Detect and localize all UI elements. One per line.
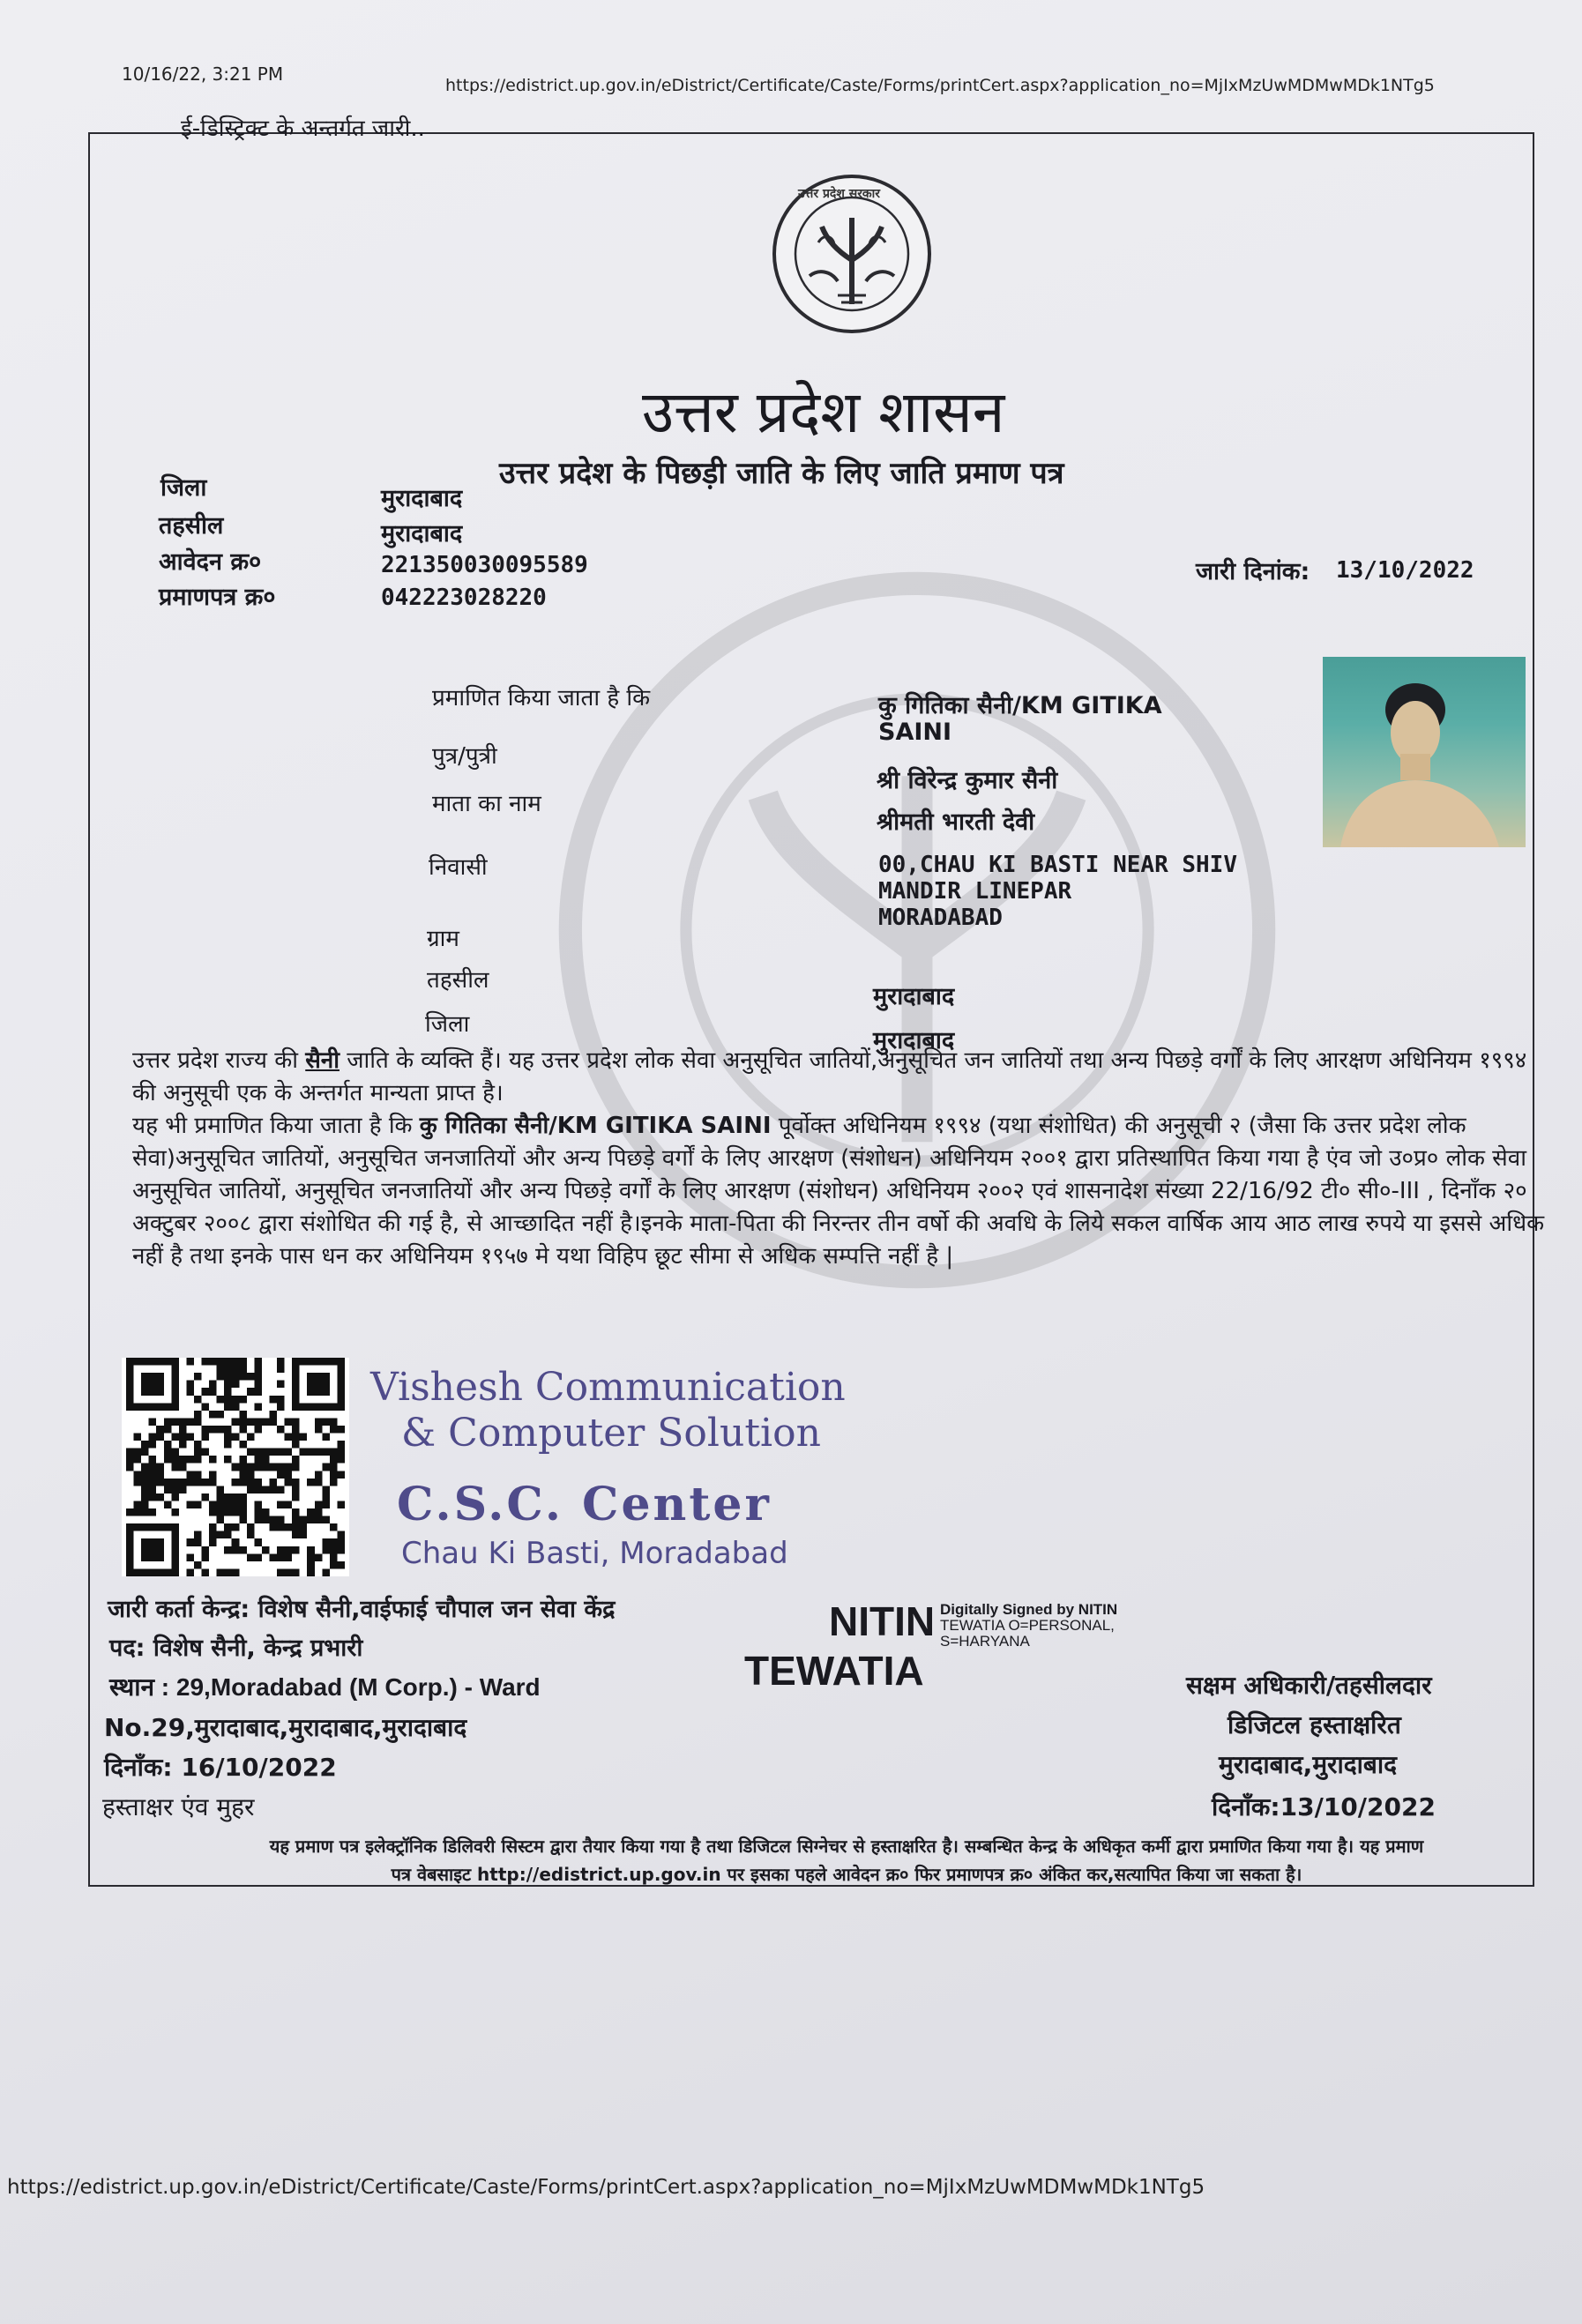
authority-date: दिनाँक:13/10/2022: [1212, 1792, 1436, 1821]
address-line3: MORADABAD: [878, 905, 1003, 931]
eligibility-paragraph-start: यह भी प्रमाणित किया जाता है कि: [132, 1113, 413, 1139]
issuer-post: पद: विशेष सैनी, केन्द्र प्रभारी: [109, 1635, 363, 1662]
caste-paragraph-end: जाति के व्यक्ति हैं। यह उत्तर प्रदेश लोक सेवा अनुसूचित जातियों,अनुसूचित जन जातियों तथा अन्य पिछड़े वर्गों के लिए आरक्षण अधिनियम १९९४ की अनुसूची एक के अन्तर्गत मान्यता प्राप्त है।: [132, 1047, 1527, 1106]
issuer-center: जारी कर्ता केन्द्र: विशेष सैनी,वाईफाई चौपाल जन सेवा केंद्र: [108, 1596, 616, 1623]
detail-district-value: मुरादाबाद: [873, 1027, 955, 1054]
digsig-line2: TEWATIA O=PERSONAL,: [940, 1617, 1115, 1634]
detail-tehsil-value: मुरादाबाद: [873, 983, 955, 1010]
caste-paragraph: [132, 1045, 1552, 1110]
eligibility-paragraph-end: पूर्वोक्त अधिनियम १९९४ (यथा संशोधित) की अनुसूची २ (जैसा कि उत्तर प्रदेश लोक सेवा)अनुसूचित जातियों, अनुसूचित जनजातियों और अन्य पिछड़े वर्गों के लिए आरक्षण (संशोधन) अधिनियम २००१ द्वारा प्रतिस्थापित किया गया है एंव जो उ०प्र० लोक सेवा अनुसूचित जातियों, अनुसूचित जनजातियों और अन्य पिछड़े वर्गों के लिए आरक्षण (संशोधन) अधिनियम २००२ एवं शासनादेश संख्या 22/16/92 टी० सी०-III , दिनाँक २० अक्टुबर २००८ द्वारा संशोधित की गई है, से आच्छादित नहीं है।इनके माता-पिता की निरन्तर तीन वर्षो की अवधि के लिये सकल वार्षिक आय आठ लाख रुपये या इससे अधिक नहीं है तथा इनके पास धन कर अधिनियम १९५७ मे यथा विहिप छूट सीमा से अधिक सम्पत्ति नहीं है |: [132, 1113, 1545, 1270]
stamp-line1: Vishesh Communication: [370, 1365, 846, 1410]
certificate-title: उत्तर प्रदेश के पिछड़ी जाति के लिए जाति प्रमाण पत्र: [499, 456, 1064, 491]
authority-signed: डिजिटल हस्ताक्षरित: [1228, 1710, 1401, 1739]
resident-label: निवासी: [429, 854, 488, 881]
caste-name: सैनी: [305, 1047, 340, 1074]
issue-date-label: जारी दिनांक:: [1196, 558, 1310, 585]
certificate-body: [132, 1045, 1552, 1273]
stamp-line3: C.S.C. Center: [397, 1478, 772, 1531]
mother-name: श्रीमती भारती देवी: [877, 808, 1035, 836]
detail-district-label: जिला: [425, 1011, 470, 1038]
print-url-header[interactable]: https://edistrict.up.gov.in/eDistrict/Certificate/Caste/Forms/printCert.aspx?application_no=MjIxMzUwMDMwMDk1NTg5: [445, 76, 1435, 95]
caste-paragraph-start: उत्तर प्रदेश राज्य की: [132, 1047, 298, 1074]
eligibility-paragraph: [132, 1110, 1552, 1273]
issued-under-note: ई-डिस्ट्रिक्ट के अन्तर्गत जारी..: [181, 115, 425, 142]
signer-name-first: NITIN: [829, 1598, 936, 1644]
application-no-value: 221350030095589: [381, 552, 588, 578]
digsig-line3: S=HARYANA: [940, 1633, 1030, 1650]
issuer-place-line1: स्थान : 29,Moradabad (M Corp.) - Ward: [109, 1673, 541, 1701]
authority-title: सक्षम अधिकारी/तहसीलदार: [1186, 1671, 1432, 1700]
applicant-name-line1: कु गितिका सैनी/KM GITIKA: [878, 692, 1162, 719]
verification-note: [123, 1832, 1570, 1888]
certificate-no-value: 042223028220: [381, 585, 547, 611]
relation-label: पुत्र/पुत्री: [432, 743, 497, 770]
address-line2: MANDIR LINEPAR: [878, 878, 1072, 905]
stamp-line4: Chau Ki Basti, Moradabad: [401, 1536, 788, 1571]
certificate-no-label: प्रमाणपत्र क्र०: [159, 584, 276, 611]
verification-note-line2: पत्र वेबसाइट http://edistrict.up.gov.in पर इसका पहले आवेदन क्र० फिर प्रमाणपत्र क्र० अंकित कर,सत्यापित किया जा सकता है।: [391, 1864, 1302, 1885]
district-value: मुरादाबाद: [381, 485, 463, 512]
application-no-label: आवेदन क्र०: [159, 548, 262, 576]
authority-location: मुरादाबाद,मुरादाबाद: [1219, 1750, 1397, 1779]
eligibility-applicant-name: कु गितिका सैनी/KM GITIKA SAINI: [419, 1113, 772, 1139]
detail-tehsil-label: तहसील: [427, 967, 489, 994]
issue-date-value: 13/10/2022: [1336, 557, 1474, 584]
emblem-ring-text: उत्तर प्रदेश सरकार: [798, 187, 881, 201]
issuer-place-line2: No.29,मुरादाबाद,मुरादाबाद,मुरादाबाद: [104, 1713, 467, 1742]
signer-name-last: TEWATIA: [744, 1648, 924, 1694]
mother-label: माता का नाम: [432, 791, 541, 817]
print-url-footer[interactable]: https://edistrict.up.gov.in/eDistrict/Certificate/Caste/Forms/printCert.aspx?application_no=MjIxMzUwMDMwMDk1NTg5: [7, 2176, 1205, 2199]
digsig-line1: Digitally Signed by NITIN: [940, 1601, 1118, 1618]
address-line1: 00,CHAU KI BASTI NEAR SHIV: [878, 852, 1237, 878]
father-name: श्री विरेन्द्र कुमार सैनी: [877, 767, 1058, 794]
verification-note-line1: यह प्रमाण पत्र इलेक्ट्रॉनिक डिलिवरी सिस्टम द्वारा तैयार किया गया है तथा डिजिटल सिग्नेचर से हस्ताक्षरित है। सम्बन्धित केन्द्र के अधिकृत कर्मी द्वारा प्रमाणित किया गया है। यह प्रमाण: [269, 1836, 1424, 1857]
print-timestamp: 10/16/22, 3:21 PM: [122, 63, 284, 85]
tehsil-label: तहसील: [159, 512, 224, 540]
applicant-name-line2: SAINI: [878, 719, 952, 746]
govt-title: उत्तर प्रदेश शासन: [642, 378, 1005, 446]
certified-label: प्रमाणित किया जाता है कि: [432, 685, 651, 711]
issuer-date: दिनाँक: 16/10/2022: [104, 1753, 337, 1782]
village-label: ग्राम: [427, 926, 459, 952]
district-label: जिला: [160, 474, 207, 502]
tehsil-value: मुरादाबाद: [381, 520, 463, 547]
person-photo-icon: [1323, 657, 1526, 847]
qr-code[interactable]: [122, 1358, 349, 1576]
issuer-sign-label: हस्ताक्षर एंव मुहर: [102, 1792, 255, 1821]
applicant-photo: [1323, 657, 1526, 847]
stamp-line2: & Computer Solution: [401, 1411, 821, 1456]
